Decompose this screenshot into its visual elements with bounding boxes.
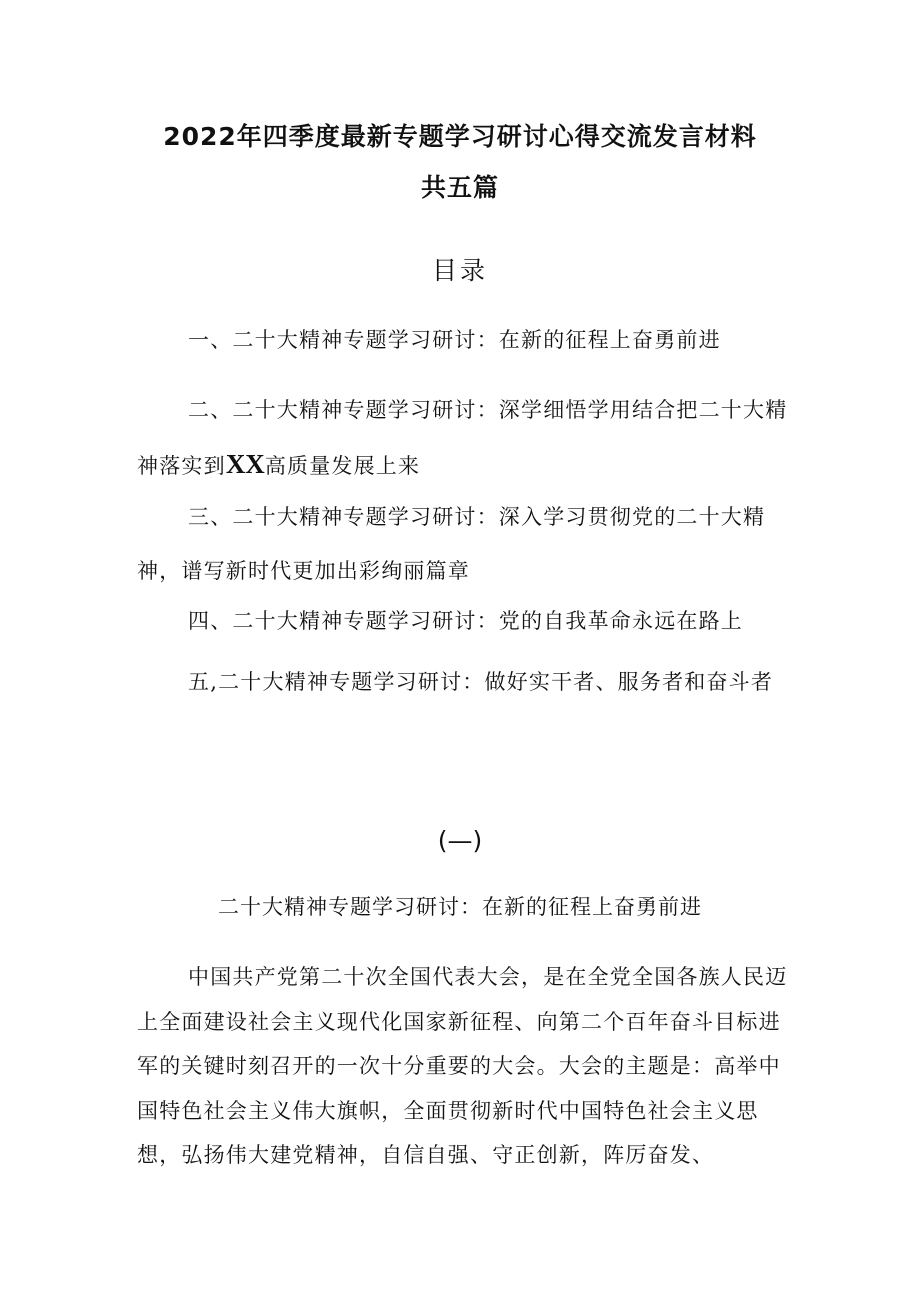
toc-item-2-text-a: 二、二十大精神专题学习研讨：深学细悟学用结合把二十大精神落实到 [137,398,788,478]
document-title-line-2: 共五篇 [420,173,499,202]
toc-item-1: 一、二十大精神专题学习研讨：在新的征程上奋勇前进 [188,328,721,352]
toc-item-2-placeholder: XX [225,449,265,479]
document-title-line-1: 2022年四季度最新专题学习研讨心得交流发言材料 [163,122,757,151]
section-title: 二十大精神专题学习研讨：在新的征程上奋勇前进 [218,895,702,919]
toc-item-2-text-b: 高质量发展上来 [264,454,421,478]
toc-item-3: 三、二十大精神专题学习研讨：深入学习贯彻党的二十大精神，谱写新时代更加出彩绚丽篇章 [137,505,766,583]
toc-heading: 目录 [431,256,488,285]
toc-item-2 [137,383,797,493]
toc-item-5: 五,二十大精神专题学习研讨：做好实干者、服务者和奋斗者 [188,670,774,694]
section-number: (—) [437,826,483,855]
toc-item-4: 四、二十大精神专题学习研讨：党的自我革命永远在路上 [188,609,743,633]
body-paragraph: 中国共产党第二十次全国代表大会，是在全党全国各族人民迈上全面建设社会主义现代化国家新征程、向第二个百年奋斗目标进军的关键时刻召开的一次十分重要的大会。大会的主题是：高举中国特色社会主义伟大旗帜，全面贯彻新时代中国特色社会主义思想，弘扬伟大建党精神，自信自强、守正创新，阵厉奋发、 [137,965,788,1167]
